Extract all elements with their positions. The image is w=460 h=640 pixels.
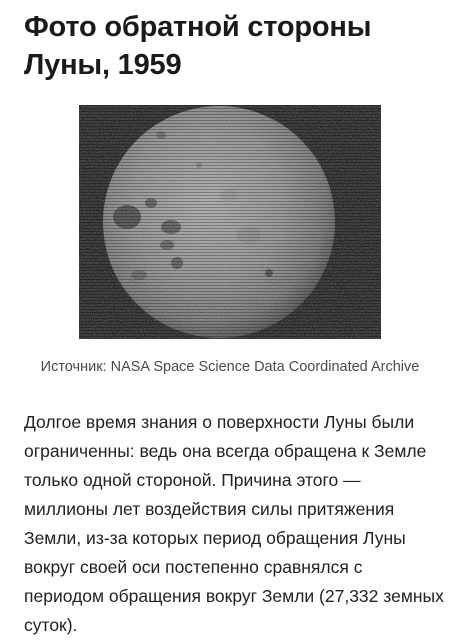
moon-far-side-photo bbox=[79, 105, 381, 339]
article-paragraph: Долгое время знания о поверхности Луны были ограниченны: ведь она всегда обращена к Земле только одной стороной. Причина этого — миллионы лет воздействия силы притяжения Земли, из-за которых период обращения Луны вокруг своей оси постепенно сравнялся с периодом обращения вокруг Земли (27,332 земных суток). bbox=[24, 412, 444, 635]
moon-photo-image bbox=[79, 105, 381, 339]
article-title: Фото обратной стороны Луны, 1959 bbox=[24, 11, 372, 81]
photo-caption: Источник: NASA Space Science Data Coordinated Archive bbox=[40, 359, 420, 375]
